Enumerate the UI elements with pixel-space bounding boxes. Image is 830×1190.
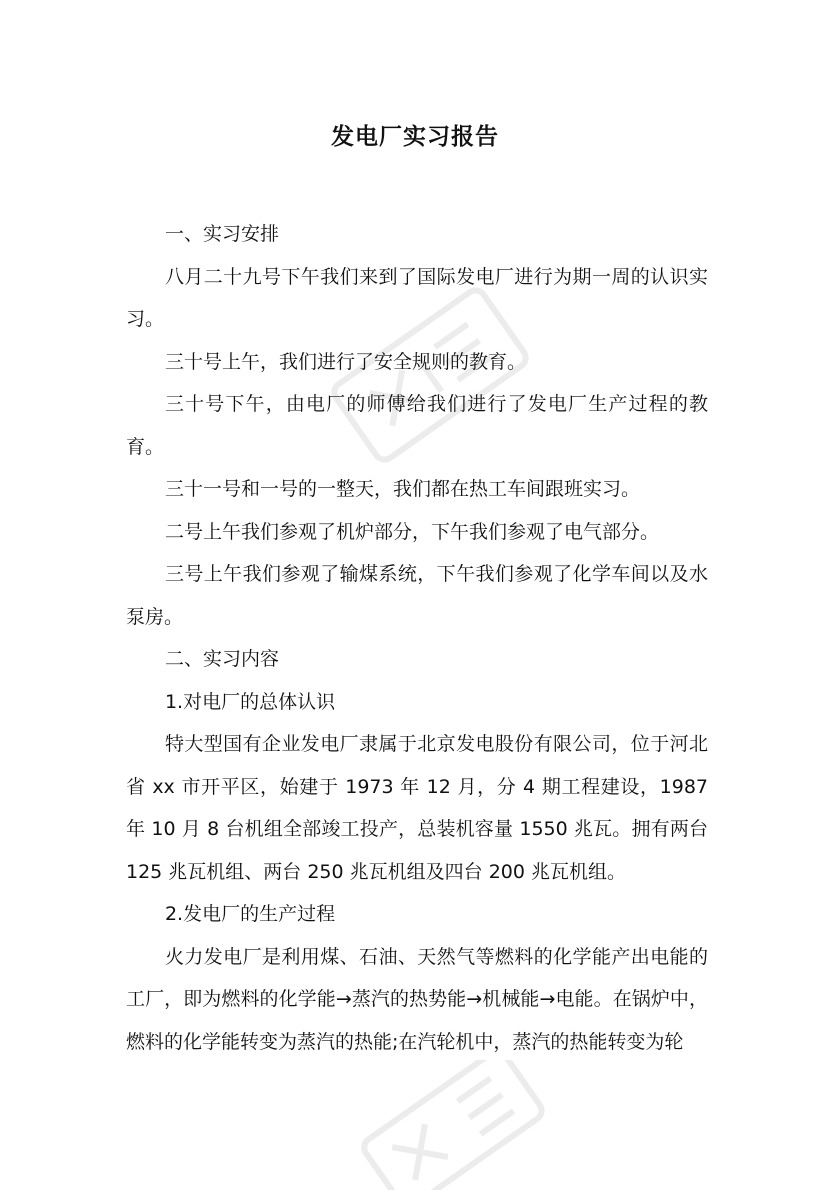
document-title: 发电厂实习报告 [331, 124, 499, 150]
section-heading: 二、实习内容 [164, 648, 279, 670]
body-paragraph: 火力发电厂是利用煤、石油、天然气等燃料的化学能产出电能的工厂，即为燃料的化学能→蒸汽的热势能→机械能→电能。在锅炉中，燃料的化学能转变为蒸汽的热能;在汽轮机中，蒸汽的热能转变为轮 [126, 945, 708, 1053]
body-paragraph: 三十号上午，我们进行了安全规则的教育。 [164, 350, 526, 373]
body-paragraph: 三号上午我们参观了输煤系统，下午我们参观了化学车间以及水泵房。 [126, 563, 708, 628]
body-paragraph: 八月二十九号下午我们来到了国际发电厂进行为期一周的认识实习。 [126, 265, 708, 330]
subsection-heading: 1.对电厂的总体认识 [164, 690, 336, 713]
section-heading: 一、实习安排 [164, 223, 279, 245]
body-paragraph: 三十号下午，由电厂的师傅给我们进行了发电厂生产过程的教育。 [126, 393, 708, 458]
watermark-stamp [330, 1060, 570, 1190]
body-paragraph: 三十一号和一号的一整天，我们都在热工车间跟班实习。 [164, 478, 640, 500]
subsection-heading: 2.发电厂的生产过程 [164, 903, 336, 925]
body-paragraph: 二号上午我们参观了机炉部分，下午我们参观了电气部分。 [164, 520, 659, 543]
document-body [126, 213, 708, 1063]
body-paragraph: 特大型国有企业发电厂隶属于北京发电股份有限公司，位于河北省 xx 市开平区，始建于 1973 年 12 月，分 4 期工程建设，1987 年 10 月 8 台机组全部竣工投产，总装机容量 1550 兆瓦。拥有两台 125 兆瓦机组、两台 250 兆瓦机组及四台 200 兆瓦机组。 [126, 733, 708, 883]
